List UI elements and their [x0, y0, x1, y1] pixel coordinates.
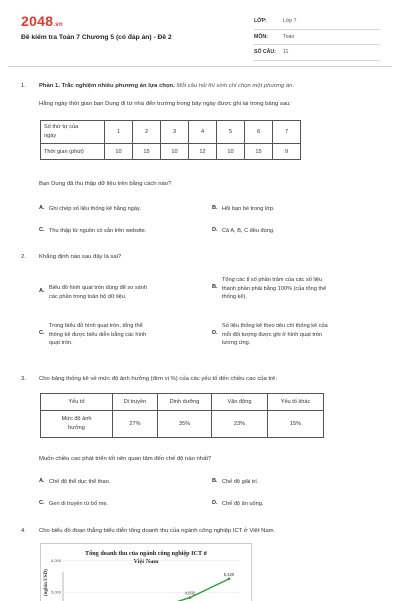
chart-title: Tổng doanh thu của ngành công nghiệp ICT ở Việt Nam	[85, 550, 207, 565]
question-4-number: 4.	[21, 528, 26, 534]
option-c[interactable]: C. Gen di truyền từ bố mẹ.	[39, 500, 109, 507]
part-title: Phần 1. Trắc nghiệm nhiều phương án lựa chọn.	[39, 83, 175, 89]
table-row-label: Thời gian (phút)	[41, 144, 105, 160]
meta-count-row	[254, 45, 380, 61]
meta-key: SỐ CÂU:	[254, 49, 276, 56]
table-header-cell: Di truyền	[113, 394, 158, 411]
option-a[interactable]: A. Biểu đồ hình quạt tròn dùng để so sánh các phần trong toàn bộ dữ liệu.	[39, 285, 147, 300]
table-cell: 15	[245, 144, 273, 160]
table-cell: 10	[105, 144, 133, 160]
question-1-intro: Hằng ngày thời gian bạn Dung đi từ nhà đến trường trong bảy ngày được ghi lại trong bảng sau:	[39, 101, 292, 107]
table-cell: 6	[245, 121, 273, 144]
site-logo[interactable]: 2048.vn	[21, 13, 63, 29]
table-cell: 27%	[113, 411, 158, 438]
table-cell: 12	[189, 144, 217, 160]
y-tick-label: 5,000	[50, 589, 61, 595]
meta-key: MÔN:	[254, 33, 268, 40]
question-1-number: 1.	[21, 83, 26, 89]
table-header-cell: Yếu tố khác	[268, 394, 324, 411]
question-1-table	[40, 120, 301, 160]
table-cell: 10	[161, 144, 189, 160]
table-row	[41, 121, 301, 144]
part-instruction: Mỗi câu hỏi thí sinh chỉ chọn một phương án.	[176, 83, 295, 89]
question-3-intro: Cho bảng thống kê về mức độ ảnh hưởng (đơn vị %) của các yếu tố đến chiều cao của trẻ:	[39, 376, 277, 382]
option-c[interactable]: C. Trong biểu đồ hình quạt tròn, tổng thể thống kê được biểu diễn bằng các hình quạt tròn.	[39, 323, 147, 346]
meta-subject-row	[254, 30, 380, 46]
question-3-number: 3.	[21, 376, 26, 382]
question-3-prompt: Muốn chiều cao phát triển tốt nên quan tâm đến chế độ nào nhất?	[39, 456, 212, 462]
table-cell: 15%	[268, 411, 324, 438]
question-4-intro: Cho biểu đồ đoạn thẳng biểu diễn tổng doanh thu của ngành công nghiệp ICT ở Việt Nam.	[39, 528, 276, 534]
option-d[interactable]: D. Số liệu thống kê theo tiêu chí thống kê của mỗi đối tượng được ghi ở hình quạt tròn tương ứng.	[212, 323, 328, 346]
option-b[interactable]: B. Hỏi bạn bè trong lớp.	[212, 205, 275, 212]
data-label: 5,420	[223, 571, 235, 577]
question-3-table	[40, 393, 324, 438]
question-2-prompt: Khẳng định nào sau đây là sai?	[39, 254, 122, 260]
ict-revenue-chart	[40, 543, 252, 601]
table-header-cell: Yếu tố	[41, 394, 113, 411]
chart-plot	[41, 544, 251, 601]
option-c[interactable]: C. Thu thập từ nguồn có sẵn trên website.	[39, 227, 147, 234]
table-cell: 10	[217, 144, 245, 160]
meta-value: 11	[283, 49, 289, 56]
table-cell: 35%	[158, 411, 212, 438]
option-d[interactable]: D. Chế độ ăn uống.	[212, 500, 264, 507]
table-cell: 3	[161, 121, 189, 144]
meta-value: Lớp 7	[283, 18, 297, 25]
option-b[interactable]: B. Chế độ giải trí.	[212, 478, 259, 485]
option-a[interactable]: A. Ghi chép số liệu thống kê hằng ngày.	[39, 205, 141, 212]
table-cell: 7	[273, 121, 301, 144]
table-cell: 5	[217, 121, 245, 144]
exam-meta	[254, 14, 380, 61]
y-tick-label: 6,000	[50, 557, 61, 563]
table-header-cell: Vận động	[212, 394, 268, 411]
document-title: Đề kiểm tra Toán 7 Chương 5 (có đáp án) - Đề 2	[21, 34, 172, 41]
option-d[interactable]: D. Cả A, B, C đều đúng.	[212, 227, 275, 234]
table-row	[41, 144, 301, 160]
table-cell: 1	[105, 121, 133, 144]
table-cell: 2	[133, 121, 161, 144]
table-cell: 9	[273, 144, 301, 160]
table-row	[41, 411, 324, 438]
header-divider	[8, 66, 392, 67]
table-header-cell: Dinh dưỡng	[158, 394, 212, 411]
data-point	[189, 596, 192, 599]
table-row-label: Số thứ tự của ngày	[41, 121, 105, 144]
table-row-label: Mức độ ảnh hưởng	[41, 411, 113, 438]
question-1-part-heading	[39, 83, 294, 89]
question-1-prompt: Bạn Dung đã thu thập dữ liệu trên bằng cách nào?	[39, 181, 172, 187]
meta-key: LỚP:	[254, 18, 267, 25]
table-cell: 4	[189, 121, 217, 144]
table-header-row	[41, 394, 324, 411]
table-cell: 23%	[212, 411, 268, 438]
table-cell: 15	[133, 144, 161, 160]
data-label: 4,832	[184, 590, 196, 596]
question-2-number: 2.	[21, 254, 26, 260]
option-b[interactable]: B. Tổng các tỉ số phần trăm của các số liệu thành phần phải bằng 100% (của tổng thể thống kê).	[212, 277, 327, 300]
meta-value: Toán	[283, 33, 295, 40]
option-a[interactable]: A. Chế độ thể dục thể thao.	[39, 478, 111, 485]
meta-class-row	[254, 14, 380, 30]
y-axis-label: (nghìn USD)	[44, 569, 49, 596]
data-point	[228, 578, 231, 581]
series-line	[73, 579, 229, 601]
